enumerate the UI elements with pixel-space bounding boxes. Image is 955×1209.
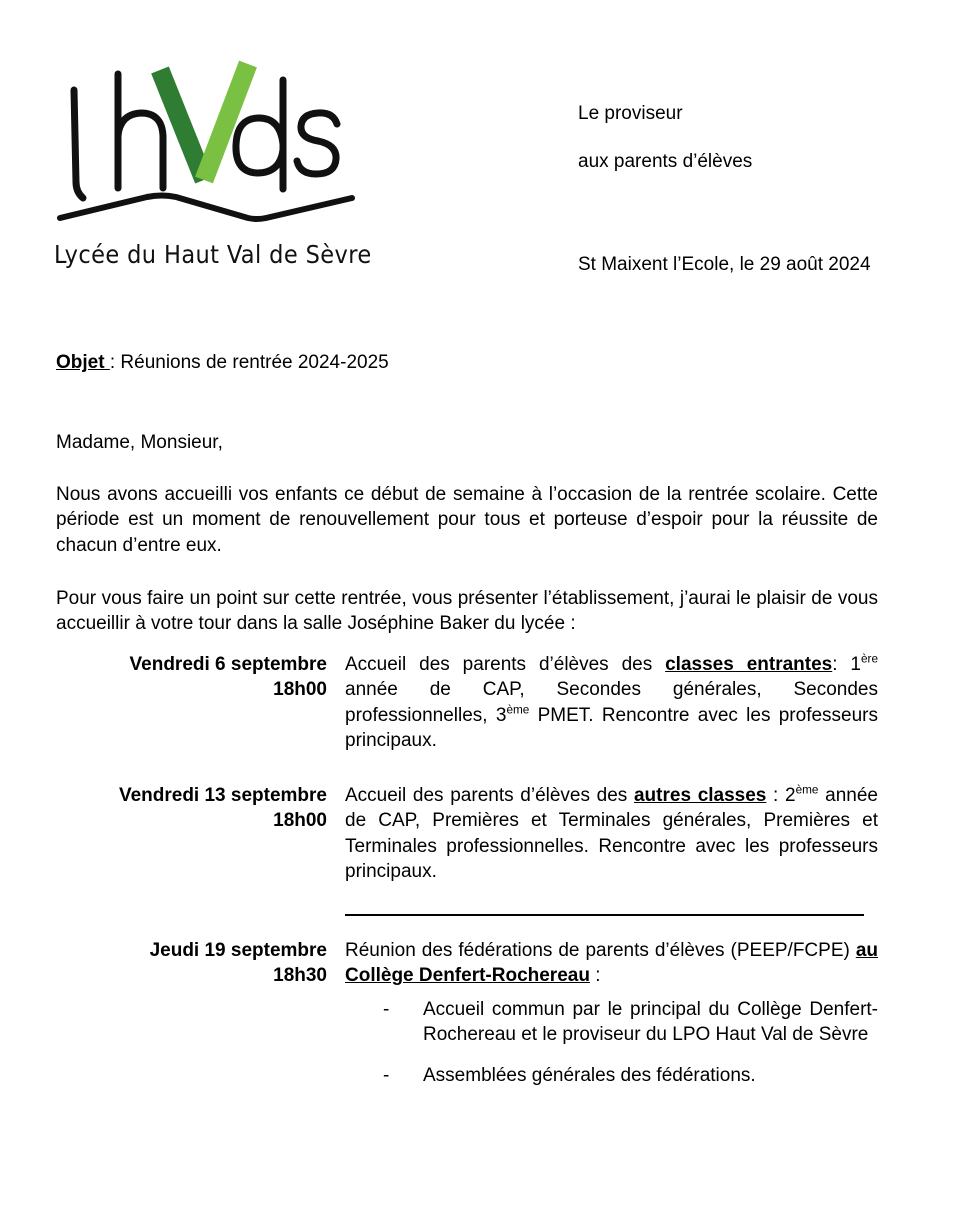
bullet-dash-icon: - (383, 1065, 390, 1087)
meeting-description (345, 938, 878, 1088)
meeting-when (56, 938, 345, 989)
letterhead (0, 0, 955, 320)
list-item-text: Accueil commun par le principal du Collège Denfert-Rochereau et le proviseur du LPO Haut Val de Sèvre (423, 998, 878, 1045)
meeting-when (56, 783, 345, 834)
subject-line (56, 352, 878, 374)
divider-spacer (56, 914, 345, 916)
meeting-description-text (345, 938, 878, 989)
meeting-description (345, 652, 878, 753)
meeting-time: 18h00 (273, 679, 327, 701)
meetings-schedule (56, 652, 878, 1118)
section-divider (345, 914, 864, 916)
desc-pre: Accueil des parents d’élèves des (345, 785, 634, 807)
subject-separator: : (109, 352, 121, 373)
meeting-time: 18h30 (273, 965, 327, 987)
subject-value: Réunions de rentrée 2024-2025 (120, 352, 389, 373)
meeting-date: Vendredi 13 septembre (118, 785, 327, 807)
letter-body (56, 352, 878, 636)
addressee-line-2: aux parents d’élèves (578, 151, 753, 172)
meeting-row (56, 938, 878, 1088)
meeting-bullet-list (345, 997, 878, 1089)
meeting-date: Vendredi 6 septembre (129, 654, 327, 675)
desc-sup-a: ère (860, 652, 878, 666)
school-logo (52, 58, 372, 283)
subject-label: Objet (56, 352, 110, 373)
list-item (345, 1063, 878, 1088)
meeting-description (345, 783, 878, 884)
desc-sup-b: ème (506, 703, 530, 717)
paragraph-2: Pour vous faire un point sur cette rentrée, vous présenter l’établissement, j’aurai le plaisir de vous accueillir à votre tour dans la salle Joséphine Baker du lycée : (56, 587, 878, 635)
addressee-line-1: Le proviseur (578, 103, 683, 124)
desc-post-b: année de CAP, Premières et Terminales générales, Premières et Terminales professionnelles. Rencontre avec les professeurs principaux. (345, 785, 878, 882)
desc-emphasis: autres classes (633, 785, 767, 807)
meeting-row (56, 652, 878, 753)
desc-post-a: : 1 (832, 654, 861, 675)
desc-post-c: PMET. Rencontre avec les professeurs principaux. (345, 704, 878, 751)
meeting-time: 18h00 (273, 810, 327, 832)
salutation: Madame, Monsieur, (56, 432, 223, 453)
meeting-date: Jeudi 19 septembre (149, 940, 327, 962)
bullet-dash-icon: - (383, 998, 390, 1020)
logo-wordmark-icon (52, 58, 362, 228)
desc-pre: Accueil des parents d’élèves des (345, 654, 666, 675)
paragraph-1: Nous avons accueilli vos enfants ce début de semaine à l’occasion de la rentrée scolaire. Cette période est un moment de renouvellement pour tous et porteuse d’espoir pour la réussite de chacun d’entre eux. (56, 484, 878, 556)
logo-caption: Lycée du Haut Val de Sèvre (54, 240, 372, 269)
meeting-row (56, 783, 878, 884)
desc-sup-a: ème (795, 783, 819, 797)
addressee-block (578, 104, 938, 200)
meeting-when (56, 652, 345, 703)
desc-post-b: année de CAP, Secondes générales, Secondes professionnelles, 3 (345, 679, 878, 726)
desc-post-a: : 2 (766, 785, 796, 807)
section-divider-row (56, 914, 878, 916)
list-item (345, 997, 878, 1048)
desc-emphasis: au Collège Denfert-Rochereau (345, 940, 878, 987)
desc-pre: Réunion des fédérations de parents d’élèves (PEEP/FCPE) (345, 940, 856, 962)
place-and-date: St Maixent l’Ecole, le 29 août 2024 (578, 254, 871, 275)
list-item-text: Assemblées générales des fédérations. (423, 1065, 756, 1087)
desc-emphasis: classes entrantes (665, 654, 833, 675)
desc-post-a: : (589, 965, 601, 987)
